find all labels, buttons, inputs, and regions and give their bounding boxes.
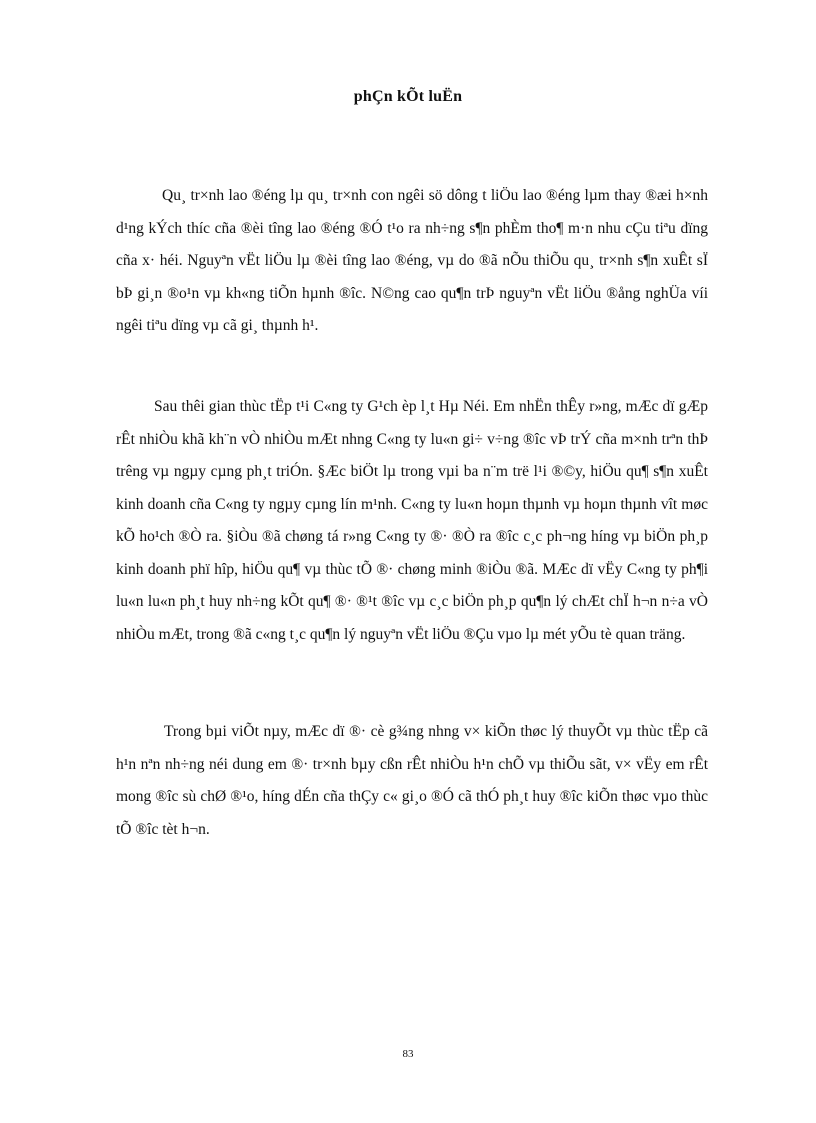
paragraph-1: Qu¸ tr×nh lao ®éng lµ qu¸ tr×nh con ngêi sö dông t liÖu lao ®éng lµm thay ®æi h×nh d¹ng kÝch thíc cña ®èi tîng lao ®éng ®Ó t¹o ra nh÷ng s¶n phÈm tho¶ m·n nhu cÇu tiªu dïng cña x· héi. Nguyªn vËt liÖu lµ ®èi tîng lao ®éng, vµ do ®ã nÕu thiÕu qu¸ tr×nh s¶n xuÊt sÏ bÞ gi¸n ®o¹n vµ kh«ng tiÕn hµnh ®îc. N©ng cao qu¶n trÞ nguyªn vËt liÖu ®ång nghÜa víi ngêi tiªu dïng vµ cã gi¸ thµnh h¹. xyxy=(116,187,708,334)
paragraph-3: Trong bµi viÕt nµy, mÆc dï ®· cè g¾ng nhng v× kiÕn thøc lý thuyÕt vµ thùc tËp cã h¹n nªn nh÷ng néi dung em ®· tr×nh bµy cßn rÊt nhiÒu h¹n chÕ vµ thiÕu sãt, v× vËy em rÊt mong ®îc sù chØ ®¹o, híng dÉn cña thÇy c« gi¸o ®Ó cã thÓ ph¸t huy ®îc kiÕn thøc vµo thùc tÕ ®îc tèt h¬n. xyxy=(116,723,708,838)
paragraph-2: Sau thêi gian thùc tËp t¹i C«ng ty G¹ch èp l¸t Hµ Néi. Em nhËn thÊy r»ng, mÆc dï gÆp rÊt nhiÒu khã kh¨n vÒ nhiÒu mÆt nhng C«ng ty lu«n gi÷ v÷ng ®îc vÞ trÝ cña m×nh trªn thÞ trêng vµ ngµy cµng ph¸t triÓn. §Æc biÖt lµ trong vµi ba n¨m trë l¹i ®©y, hiÖu qu¶ s¶n xuÊt kinh doanh cña C«ng ty ngµy cµng lín m¹nh. C«ng ty lu«n hoµn thµnh vµ hoµn thµnh vît møc kÕ ho¹ch ®Ò ra. §iÒu ®ã chøng tá r»ng C«ng ty ®· ®Ò ra ®îc c¸c ph¬ng híng vµ biÖn ph¸p kinh doanh phï hîp, hiÖu qu¶ vµ thùc tÕ ®· chøng minh ®iÒu ®ã. MÆc dï vËy C«ng ty ph¶i lu«n lu«n ph¸t huy nh÷ng kÕt qu¶ ®· ®¹t ®îc vµ c¸c biÖn ph¸p qu¶n lý chÆt chÏ h¬n n÷a vÒ nhiÒu mÆt, trong ®ã c«ng t¸c qu¶n lý nguyªn vËt liÖu ®Çu vµo lµ mét yÕu tè quan träng. xyxy=(116,398,708,643)
page-number: 83 xyxy=(402,1048,414,1060)
section-title: phÇn kÕt luËn xyxy=(353,88,463,105)
